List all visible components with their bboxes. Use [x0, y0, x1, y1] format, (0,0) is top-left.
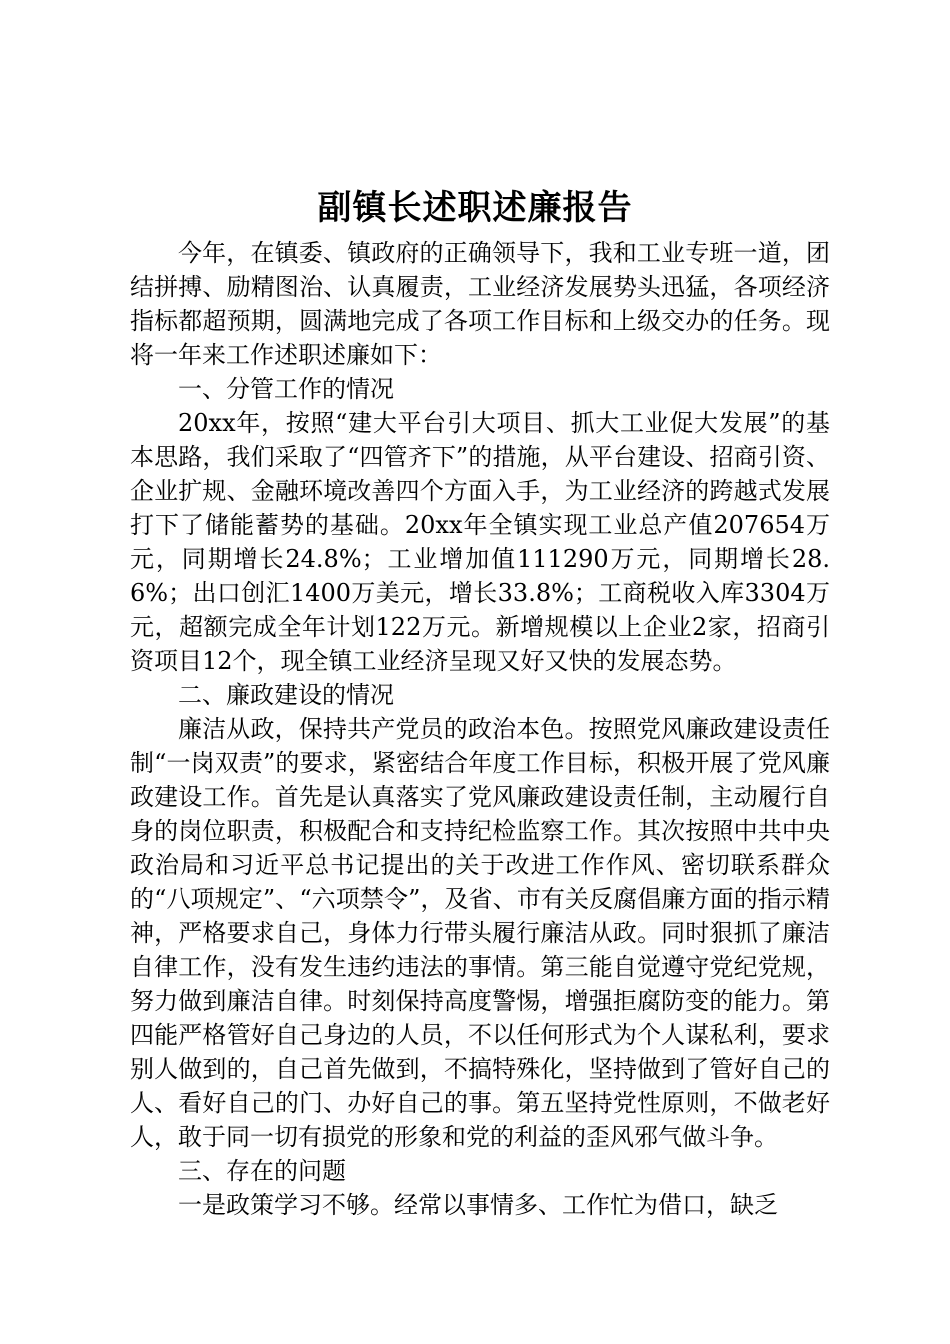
section-paragraph-integrity: 廉洁从政，保持共产党员的政治本色。按照党风廉政建设责任制“一岗双责”的要求，紧密结合年度工作目标，积极开展了党风廉政建设工作。首先是认真落实了党风廉政建设责任制，主动履行自身的岗位职责，积极配合和支持纪检监察工作。其次按照中共中央政治局和习近平总书记提出的关于改进工作作风、密切联系群众的“八项规定”、“六项禁令”，及省、市有关反腐倡廉方面的指示精神，严格要求自己，身体力行带头履行廉洁从政。同时狠抓了廉洁自律工作，没有发生违约违法的事情。第三能自觉遵守党纪党规，努力做到廉洁自律。时刻保持高度警惕，增强拒腐防变的能力。第四能严格管好自己身边的人员，不以任何形式为个人谋私利，要求别人做到的，自己首先做到，不搞特殊化，坚持做到了管好自己的人、看好自己的门、办好自己的事。第五坚持党性原则，不做老好人，敢于同一切有损党的形象和党的利益的歪风邪气做斗争。 [130, 715, 830, 1151]
section-heading-problems: 三、存在的问题 [178, 1157, 346, 1185]
intro-paragraph: 今年，在镇委、镇政府的正确领导下，我和工业专班一道，团结拼搏、励精图治、认真履责，工业经济发展势头迅猛，各项经济指标都超预期，圆满地完成了各项工作目标和上级交办的任务。现将一年来工作述职述廉如下： [130, 239, 830, 369]
document-body [130, 236, 830, 1222]
section-heading-integrity: 二、廉政建设的情况 [178, 681, 394, 709]
document-title: 副镇长述职述廉报告 [317, 188, 633, 228]
section-paragraph-problems: 一是政策学习不够。经常以事情多、工作忙为借口，缺乏 [178, 1191, 778, 1219]
section-heading-work: 一、分管工作的情况 [178, 375, 394, 403]
section-paragraph-work: 20xx年，按照“建大平台引大项目、抓大工业促大发展”的基本思路，我们采取了“四管齐下”的措施，从平台建设、招商引资、企业扩规、金融环境改善四个方面入手，为工业经济的跨越式发展打下了储能蓄势的基础。20xx年全镇实现工业总产值207654万元，同期增长24.8%；工业增加值111290万元，同期增长28.6%；出口创汇1400万美元，增长33.8%；工商税收入库3304万元，超额完成全年计划122万元。新增规模以上企业2家，招商引资项目12个，现全镇工业经济呈现又好又快的发展态势。 [130, 409, 830, 675]
